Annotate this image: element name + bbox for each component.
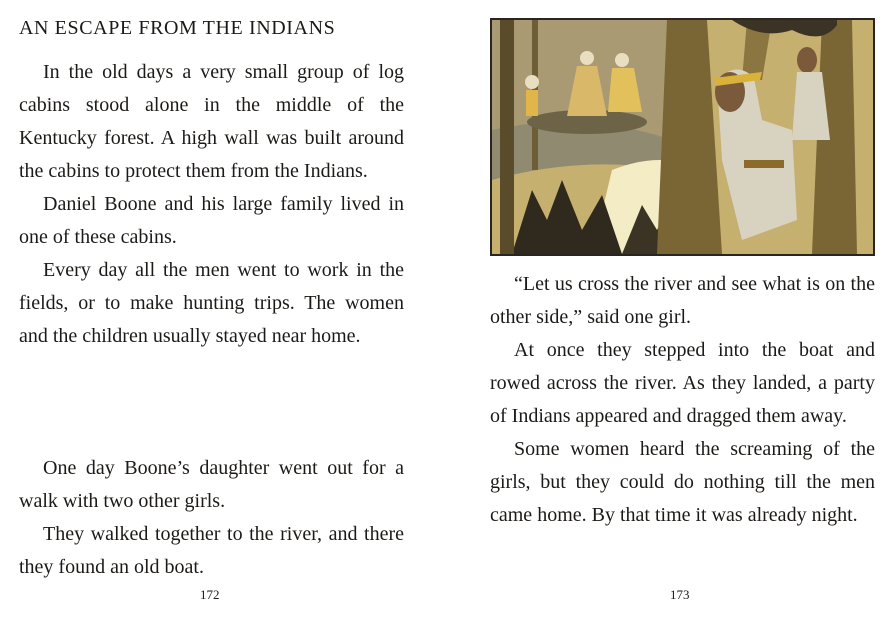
page-number-right: 173 <box>670 587 690 602</box>
page-number-left: 172 <box>200 587 220 602</box>
right-text <box>490 268 875 532</box>
paragraph: Some women heard the screaming of the girls, but they could do nothing till the men came home. By that time it was already night. <box>490 438 875 526</box>
story-illustration <box>490 18 875 256</box>
left-page <box>0 0 430 619</box>
left-text-top <box>19 56 404 353</box>
paragraph: At once they stepped into the boat and rowed across the river. As they landed, a party of Indians appeared and dragged them away. <box>490 339 875 427</box>
illustration-drawing <box>492 20 873 254</box>
paragraph: Every day all the men went to work in the fields, or to make hunting trips. The women and the children usually stayed near home. <box>19 259 404 347</box>
paragraph: Daniel Boone and his large family lived in one of these cabins. <box>19 193 404 248</box>
paragraph: In the old days a very small group of log cabins stood alone in the middle of the Kentucky forest. A high wall was built around the cabins to protect them from the Indians. <box>19 61 404 182</box>
paragraph: One day Boone’s daughter went out for a walk with two other girls. <box>19 457 404 512</box>
paragraph: “Let us cross the river and see what is on the other side,” said one girl. <box>490 273 875 328</box>
paragraph: They walked together to the river, and there they found an old boat. <box>19 523 404 578</box>
left-text-bottom <box>19 452 404 584</box>
right-page <box>458 0 887 619</box>
chapter-title: AN ESCAPE FROM THE INDIANS <box>19 17 336 39</box>
